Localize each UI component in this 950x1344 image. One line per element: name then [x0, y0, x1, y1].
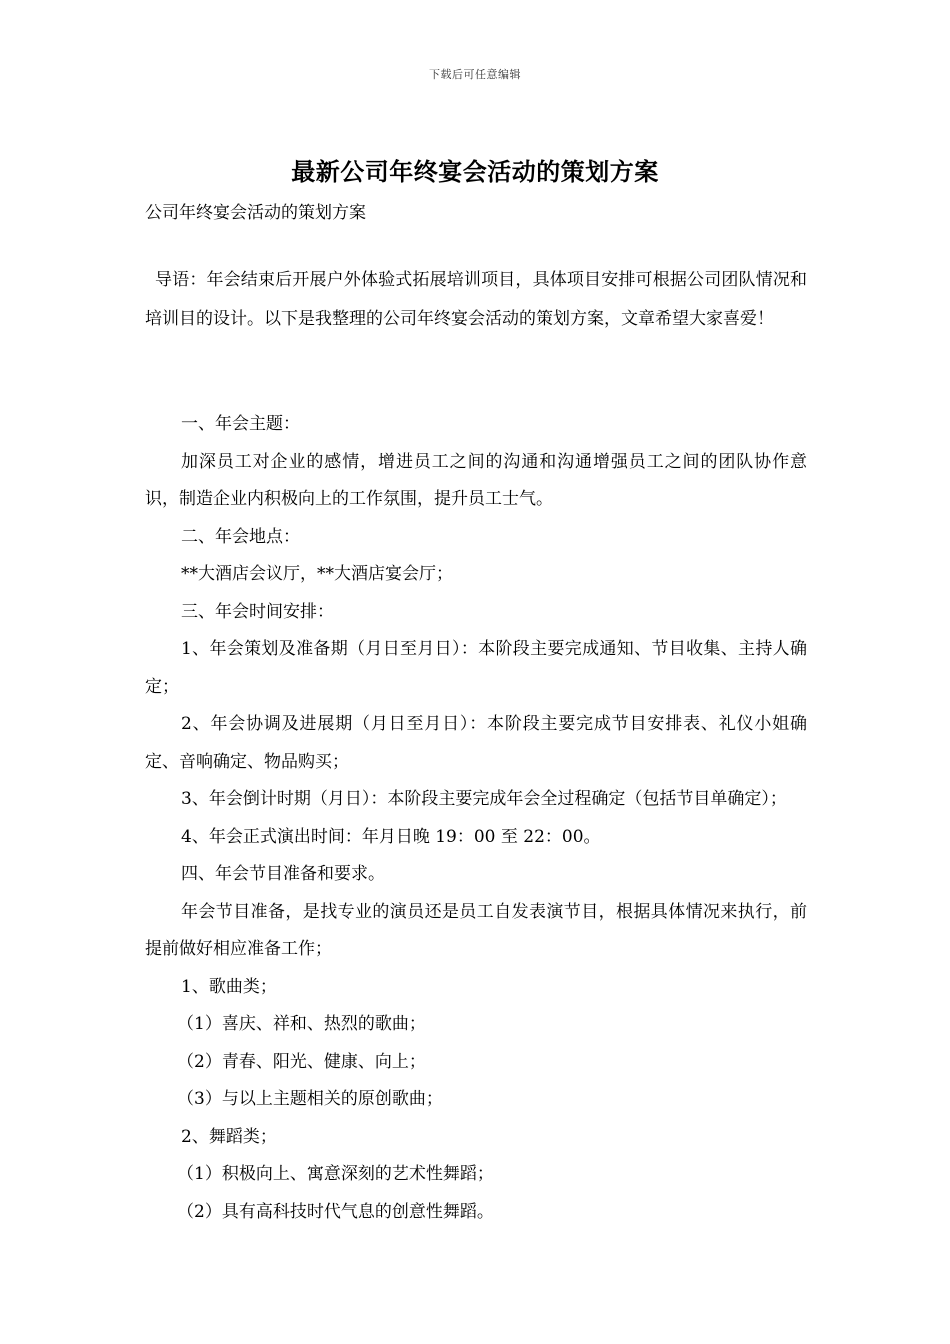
paragraph-programs: 年会节目准备，是找专业的演员还是员工自发表演节目，根据具体情况来执行，前提前做好相应准备工作；	[145, 901, 807, 959]
header-note: 下载后可任意编辑	[429, 68, 521, 81]
section-heading-theme: 一、年会主题：	[181, 414, 300, 434]
list-heading-songs: 1、歌曲类；	[181, 976, 277, 997]
list-heading-dance: 2、舞蹈类；	[181, 1126, 277, 1147]
schedule-item-1: 1、年会策划及准备期（月日至月日）：本阶段主要完成通知、节目收集、主持人确定；	[145, 639, 807, 697]
list-item: （3）与以上主题相关的原创歌曲；	[177, 1089, 443, 1109]
list-item: （1）积极向上、寓意深刻的艺术性舞蹈；	[177, 1164, 494, 1184]
intro-paragraph: 导语：年会结束后开展户外体验式拓展培训项目，具体项目安排可根据公司团队情况和培训目的设计。以下是我整理的公司年终宴会活动的策划方案，文章希望大家喜爱！	[145, 270, 807, 329]
document-subtitle: 公司年终宴会活动的策划方案	[145, 203, 366, 223]
schedule-item-4: 4、年会正式演出时间：年月日晚 19：00 至 22：00。	[181, 826, 601, 847]
section-heading-schedule: 三、年会时间安排：	[181, 601, 334, 622]
document-body	[145, 406, 807, 1231]
section-heading-programs: 四、年会节目准备和要求。	[181, 864, 385, 884]
section-heading-location: 二、年会地点：	[181, 526, 300, 547]
list-item: （1）喜庆、祥和、热烈的歌曲；	[177, 1014, 426, 1034]
list-item: （2）具有高科技时代气息的创意性舞蹈。	[177, 1201, 494, 1222]
list-item: （2）青春、阳光、健康、向上；	[177, 1051, 426, 1072]
schedule-item-2: 2、年会协调及进展期（月日至月日）：本阶段主要完成节目安排表、礼仪小姐确定、音响确定、物品购买；	[145, 714, 807, 772]
document-title: 最新公司年终宴会活动的策划方案	[291, 157, 659, 186]
paragraph-theme: 加深员工对企业的感情，增进员工之间的沟通和沟通增强员工之间的团队协作意识，制造企业内积极向上的工作氛围，提升员工士气。	[145, 451, 807, 509]
schedule-item-3: 3、年会倒计时期（月日）：本阶段主要完成年会全过程确定（包括节目单确定）；	[181, 789, 787, 809]
paragraph-location: **大酒店会议厅，**大酒店宴会厅；	[181, 564, 453, 584]
